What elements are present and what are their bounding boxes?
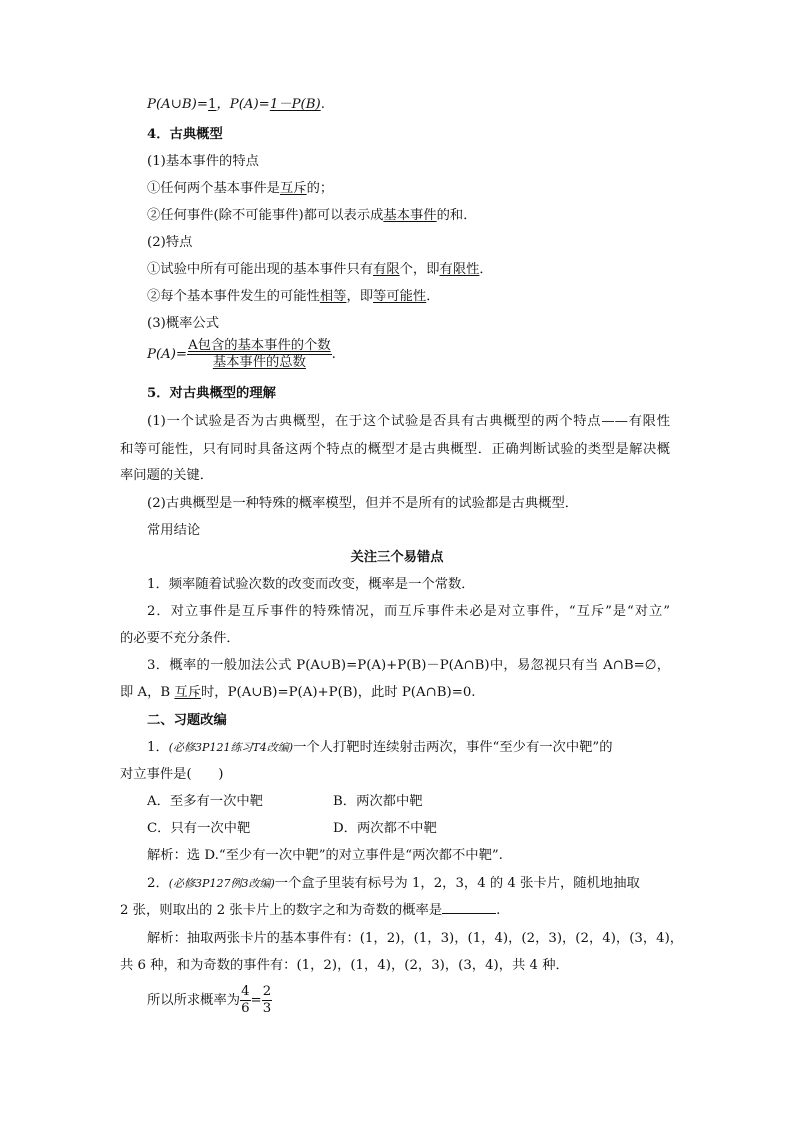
fraction: $\frac{2}{3}$	[262, 984, 272, 1016]
paragraph-line: (1)一个试验是否为古典概型，在于这个试验是否具有古典概型的两个特点——有限性	[147, 414, 670, 429]
option-d: D．两次都不中靶	[333, 821, 437, 836]
answer-2-line: 解析：抽取两张卡片的基本事件有：(1，2)，(1，3)，(1，4)，(2，3)，(2，4)，(3，4)，	[147, 931, 684, 946]
formula-part: ，P(A)=	[216, 97, 270, 112]
list-item: ②每个基本事件发生的可能性相等，即等可能性．	[147, 289, 440, 304]
conclusion-item: 2．对立事件是互斥事件的特殊情况，而互斥事件未必是对立事件，“互斥”是“对立”	[147, 604, 670, 619]
fill-blank	[442, 901, 496, 914]
section-title: 二、习题改编	[147, 713, 227, 728]
option-a: A．至多有一次中靶	[147, 794, 263, 809]
common-conclusions-label: 常用结论	[147, 523, 201, 538]
formula-part: .	[320, 97, 325, 112]
answer-blank: 1	[207, 97, 217, 112]
fraction: $\frac{4}{6}$	[241, 984, 250, 1016]
option-c: C．只有一次中靶	[147, 821, 251, 836]
subsection-title: (3)概率公式	[147, 316, 220, 331]
answer-blank: 1－P(B)	[269, 97, 321, 112]
answer-2-result: 所以所求概率为 $\frac{4}{6}$ = $\frac{2}{3}$	[147, 984, 272, 1016]
list-item: ①任何两个基本事件是互斥的；	[147, 181, 334, 196]
question-2-line2: 2 张，则取出的 2 张卡片上的数字之和为奇数的概率是 .	[120, 903, 501, 918]
paragraph-line: 和等可能性，只有同时具备这两个特点的概型才是古典概型．正确判断试验的类型是解决概	[120, 442, 670, 457]
fraction: $\frac{\text{A包含的基本事件的个数}}{\text{基本事件的总数}}$	[188, 338, 331, 370]
subsection-title: (1)基本事件的特点	[147, 154, 259, 169]
list-item: ①试验中所有可能出现的基本事件只有有限个，即有限性．	[147, 262, 493, 277]
section-heading: 关注三个易错点	[350, 550, 444, 565]
question-2: 2．(必修3P127例3改编)一个盒子里装有标号为 1，2，3，4 的 4 张卡片，随机地抽取	[147, 876, 640, 891]
question-1-line2: 对立事件是( )	[120, 767, 224, 782]
conclusion-item: 的必要不充分条件．	[120, 631, 240, 646]
formula-part: P(A∪B)=	[147, 97, 208, 112]
paragraph-line: (2)古典概型是一种特殊的概率模型，但并不是所有的试验都是古典概型．	[147, 496, 579, 511]
source-note: (必修3P127例3改编)	[168, 877, 275, 890]
answer-1: 解析：选 D.“至少有一次中靶”的对立事件是“两次都不中靶”.	[147, 848, 503, 863]
formula-line	[147, 95, 325, 115]
answer-2-line: 共 6 种，和为奇数的事件有：(1，2)，(1，4)，(2，3)，(3，4)，共 4 种．	[120, 958, 569, 973]
section-title: 5．对古典概型的理解	[147, 386, 276, 401]
probability-formula: P(A)= $\frac{\text{A包含的基本事件的个数}}{\text{基本事件的总数}}$ .	[147, 338, 336, 370]
conclusion-item: 即 A，B 互斥时，P(A∪B)=P(A)+P(B)，此时 P(A∩B)=0.	[120, 685, 476, 700]
conclusion-item: 1．频率随着试验次数的改变而改变，概率是一个常数．	[147, 577, 475, 592]
option-b: B．两次都中靶	[333, 794, 423, 809]
question-1: 1．(必修3P121练习T4改编)一个人打靶时连续射击两次，事件“至少有一次中靶”的	[147, 740, 613, 755]
section-title: 4．古典概型	[147, 127, 223, 142]
list-item: ②任何事件(除不可能事件)都可以表示成基本事件的和．	[147, 208, 477, 223]
conclusion-item: 3．概率的一般加法公式 P(A∪B)=P(A)+P(B)－P(A∩B)中，易忽视只有当 A∩B=∅，	[147, 658, 670, 673]
source-note: (必修3P121练习T4改编)	[168, 741, 294, 754]
paragraph-line: 率问题的关键．	[120, 468, 214, 483]
subsection-title: (2)特点	[147, 235, 193, 250]
